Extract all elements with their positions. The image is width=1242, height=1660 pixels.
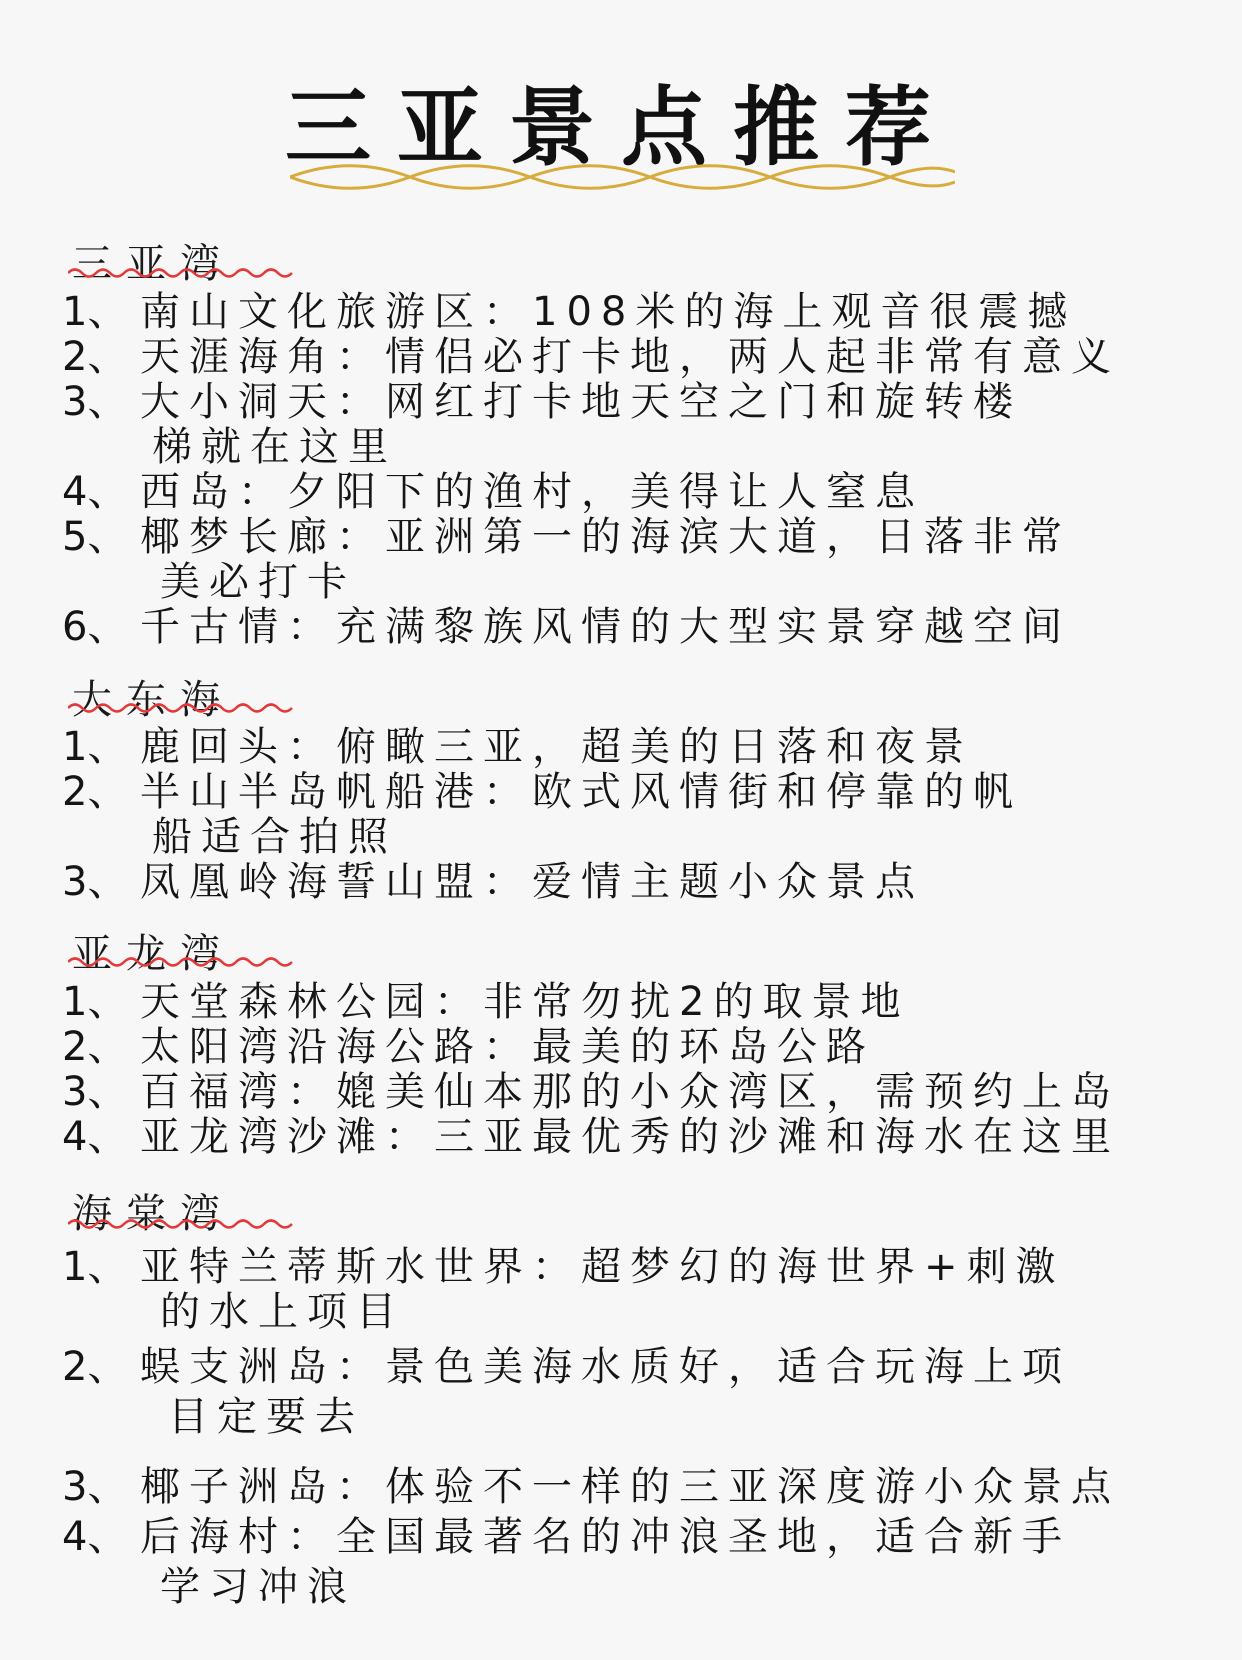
item-number: 1、 (62, 979, 128, 1025)
item-text: 太阳湾沿海公路：最美的环岛公路 (140, 1024, 875, 1070)
item-number: 3、 (62, 1464, 128, 1510)
item-number: 5、 (62, 514, 128, 560)
item-number: 4、 (62, 1114, 128, 1160)
item-number: 6、 (62, 604, 128, 650)
item-number: 1、 (62, 1244, 128, 1290)
item-text: 凤凰岭海誓山盟：爱情主题小众景点 (140, 859, 924, 905)
item-text: 天堂森林公园：非常勿扰2的取景地 (140, 979, 910, 1025)
item-text: 蜈支洲岛：景色美海水质好，适合玩海上项 (140, 1344, 1071, 1390)
item-number: 1、 (62, 289, 128, 335)
item-text: 百福湾：媲美仙本那的小众湾区，需预约上岛 (140, 1069, 1120, 1115)
item-text: 鹿回头：俯瞰三亚，超美的日落和夜景 (140, 724, 973, 770)
item-text: 千古情：充满黎族风情的大型实景穿越空间 (140, 604, 1071, 650)
section-title: 三亚湾 (72, 241, 234, 287)
item-number: 4、 (62, 1514, 128, 1560)
item-text: 半山半岛帆船港：欧式风情街和停靠的帆 (140, 769, 1022, 815)
item-number: 4、 (62, 469, 128, 515)
list-item (62, 850, 924, 907)
item-text: 亚龙湾沙滩：三亚最优秀的沙滩和海水在这里 (140, 1114, 1120, 1160)
list-item (62, 1105, 1120, 1162)
item-number: 1、 (62, 724, 128, 770)
item-text: 椰子洲岛：体验不一样的三亚深度游小众景点 (140, 1464, 1120, 1510)
item-number: 2、 (62, 1344, 128, 1390)
item-text-continued: 的水上项目 (160, 1289, 405, 1335)
item-text: 天涯海角：情侣必打卡地，两人起非常有意义 (140, 334, 1120, 380)
item-number: 3、 (62, 379, 128, 425)
item-text-continued: 美必打卡 (160, 559, 356, 605)
page-title: 三亚景点推荐 (285, 77, 957, 178)
item-text-continued: 学习冲浪 (160, 1564, 356, 1610)
item-text: 大小洞天：网红打卡地天空之门和旋转楼 (140, 379, 1022, 425)
list-item (62, 1335, 1071, 1392)
list-item (62, 595, 1071, 652)
red-squiggle-underline (68, 954, 298, 970)
item-text: 南山文化旅游区：108米的海上观音很震撼 (140, 289, 1077, 335)
item-text: 西岛：夕阳下的渔村，美得让人窒息 (140, 469, 924, 515)
list-item (62, 1505, 1071, 1562)
section-title: 大东海 (72, 677, 234, 723)
item-text: 后海村：全国最著名的冲浪圣地，适合新手 (140, 1514, 1071, 1560)
title-wave-decoration (290, 160, 955, 194)
item-number: 2、 (62, 334, 128, 380)
item-number: 2、 (62, 1024, 128, 1070)
list-item (62, 1455, 1120, 1512)
red-squiggle-underline (68, 700, 298, 716)
section-title: 海棠湾 (72, 1191, 234, 1237)
red-squiggle-underline (68, 265, 298, 281)
item-number: 2、 (62, 769, 128, 815)
item-text-continued: 梯就在这里 (152, 424, 397, 470)
item-text-continued: 船适合拍照 (152, 814, 397, 860)
item-text: 亚特兰蒂斯水世界：超梦幻的海世界+刺激 (140, 1244, 1065, 1290)
item-number: 3、 (62, 1069, 128, 1115)
item-text: 椰梦长廊：亚洲第一的海滨大道，日落非常 (140, 514, 1071, 560)
red-squiggle-underline (68, 1216, 298, 1232)
section-title: 亚龙湾 (72, 931, 234, 977)
item-number: 3、 (62, 859, 128, 905)
item-text-continued: 目定要去 (168, 1394, 364, 1440)
